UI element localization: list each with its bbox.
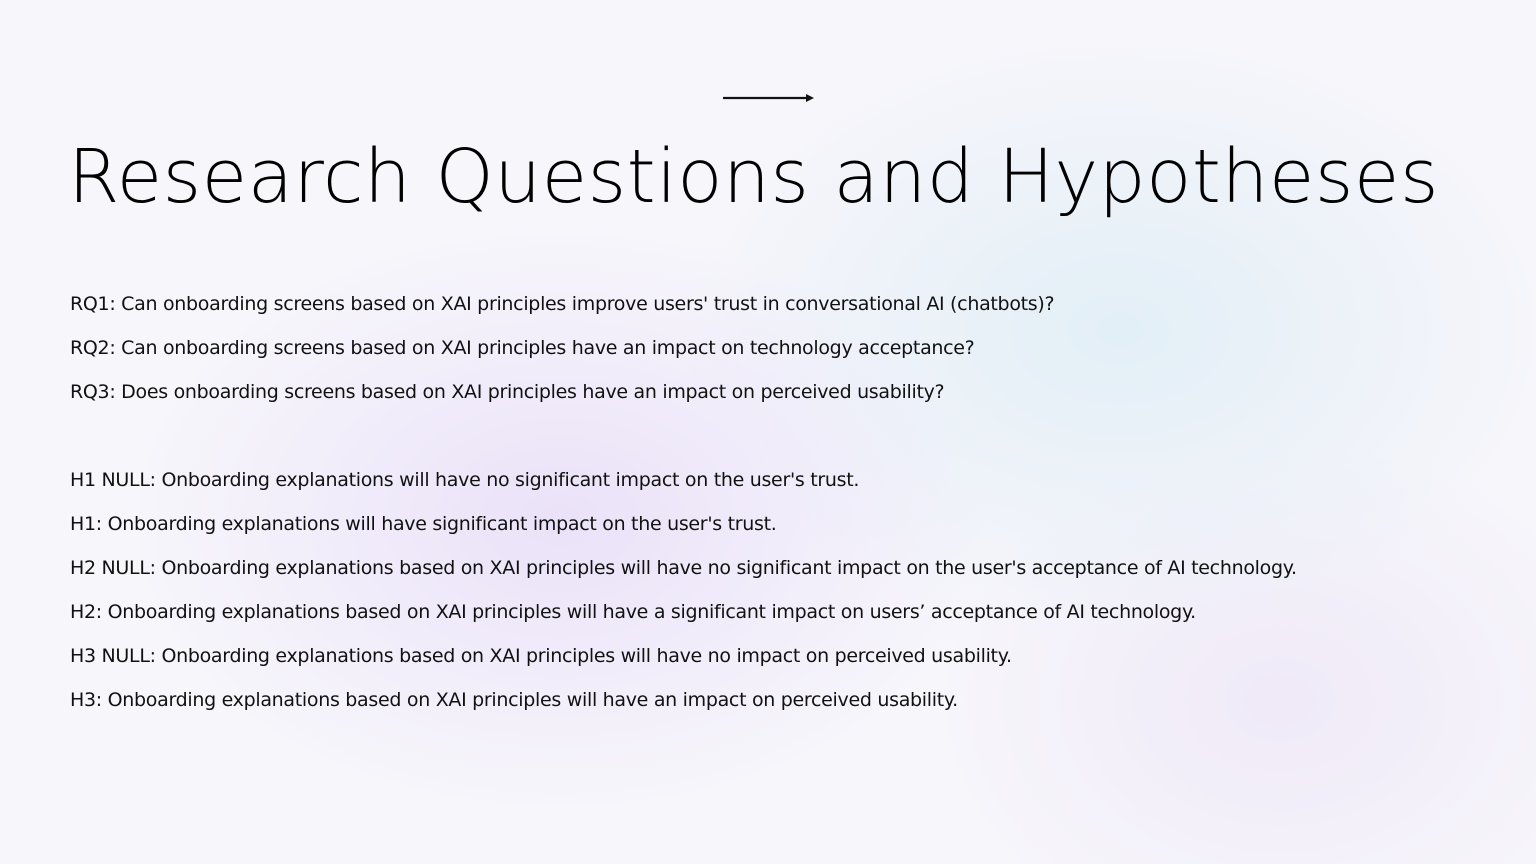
- research-question-3: RQ3: Does onboarding screens based on XAI principles have an impact on perceived usability?: [70, 381, 945, 403]
- hypothesis-h2-null: H2 NULL: Onboarding explanations based on XAI principles will have no significant impact on the user's acceptance of AI technology.: [70, 557, 1297, 579]
- research-questions-list: [70, 282, 1054, 414]
- hypothesis-h3-null: H3 NULL: Onboarding explanations based on XAI principles will have no impact on perceived usability.: [70, 645, 1012, 667]
- research-question-1: RQ1: Can onboarding screens based on XAI principles improve users' trust in conversational AI (chatbots)?: [70, 293, 1055, 315]
- hypotheses-list: [70, 458, 1297, 722]
- hypothesis-h1-null: H1 NULL: Onboarding explanations will have no significant impact on the user's trust.: [70, 469, 860, 491]
- hypothesis-h3: H3: Onboarding explanations based on XAI principles will have an impact on perceived usability.: [70, 689, 958, 711]
- hypothesis-h1: H1: Onboarding explanations will have significant impact on the user's trust.: [70, 513, 777, 535]
- arrow-right-icon: [722, 90, 816, 106]
- slide-title: Research Questions and Hypotheses: [68, 134, 1440, 220]
- research-question-2: RQ2: Can onboarding screens based on XAI principles have an impact on technology acceptance?: [70, 337, 975, 359]
- hypothesis-h2: H2: Onboarding explanations based on XAI principles will have a significant impact on users’ acceptance of AI technology.: [70, 601, 1196, 623]
